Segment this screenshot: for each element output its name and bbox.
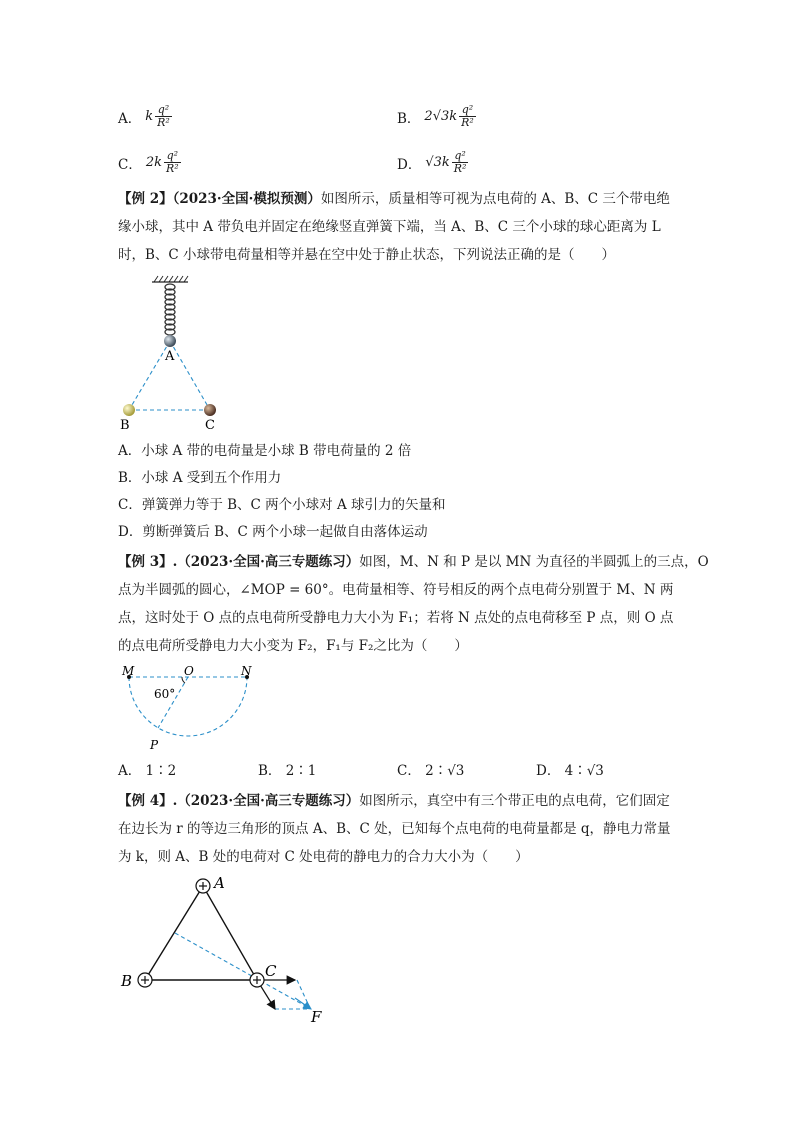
resultant-arrow — [295, 998, 311, 1009]
fraction: $\frac{\text{q²}}{\text{R²}}$ — [461, 103, 474, 129]
ex3-option-a: A． 1∶2 — [118, 763, 177, 779]
ceiling-hatch — [154, 276, 188, 282]
ball-a — [164, 335, 176, 347]
ex3-line3: 点，这时处于 O 点的点电荷所受静电力大小为 F₁；若将 N 点处的点电荷移至 P 点，则 O 点 — [118, 610, 674, 626]
ex2-option-d: D．剪断弹簧后 B、C 两个小球一起做自由落体运动 — [118, 524, 428, 540]
option-coefficient: 2k — [145, 155, 162, 170]
ex2-line3: 时，B、C 小球带电荷量相等并悬在空中处于静止状态，下列说法正确的是（ ） — [118, 247, 616, 263]
example-source: （2023·全国·模拟预测） — [172, 191, 321, 207]
ball-c — [204, 404, 216, 416]
ex4-line3: 为 k，则 A、B 处的电荷对 C 处电荷的静电力的合力大小为（ ） — [118, 849, 529, 865]
example-tag: 【例 3】 — [118, 554, 173, 570]
ex3-option-b: B． 2∶1 — [258, 763, 317, 779]
charges-triangle-figure — [115, 872, 335, 1027]
label-c: C — [205, 418, 215, 433]
option-letter: D． — [397, 156, 422, 173]
option-d — [397, 150, 468, 175]
ex3-line2: 点为半圆弧的圆心，∠MOP = 60°。电荷量相等、符号相反的两个点电荷分别置于 M、N 两 — [118, 582, 674, 598]
label-p: P — [150, 738, 159, 752]
option-coefficient: 2√3k — [424, 109, 458, 124]
example-source: .（2023·全国·高三专题练习） — [172, 554, 360, 570]
label-f: F — [311, 1008, 322, 1026]
spring-triangle-figure — [110, 275, 240, 435]
semicircle-figure — [112, 663, 272, 758]
ex3-option-d: D． 4∶√3 — [536, 763, 604, 779]
option-coefficient: k — [145, 109, 154, 124]
ex2-line1: 【例 2】（2023·全国·模拟预测）如图所示，质量相等可视为点电荷的 A、B、C 三个带电绝 — [118, 191, 670, 207]
semicircle-arc — [129, 677, 247, 736]
option-b — [397, 104, 476, 129]
ex3-line1: 【例 3】.（2023·全国·高三专题练习）如图，M、N 和 P 是以 MN 为直径的半圆弧上的三点，O — [118, 554, 709, 570]
label-n: N — [241, 664, 252, 678]
option-letter: B． — [397, 110, 421, 127]
ex3-line4: 的点电荷所受静电力大小变为 F₂，F₁与 F₂之比为（ ） — [118, 638, 468, 654]
option-letter: A． — [118, 110, 142, 127]
example-source: .（2023·全国·高三专题练习） — [172, 793, 360, 809]
example-tag: 【例 2】 — [118, 191, 173, 207]
ex3-option-c: C． 2∶√3 — [397, 763, 465, 779]
plus-signs — [141, 882, 261, 984]
radius-op — [158, 677, 188, 728]
ex4-line1: 【例 4】.（2023·全国·高三专题练习）如图所示，真空中有三个带正电的点电荷，它们固定 — [118, 793, 670, 809]
label-a: A — [165, 349, 175, 364]
option-letter: C． — [118, 156, 142, 173]
option-coefficient: √3k — [425, 155, 450, 170]
ex2-option-a: A．小球 A 带的电荷量是小球 B 带电荷量的 2 倍 — [118, 443, 412, 459]
ex4-line2: 在边长为 r 的等边三角形的顶点 A、B、C 处，已知每个点电荷的电荷量都是 q，静电力常量 — [118, 821, 671, 837]
option-a — [118, 104, 172, 129]
triangle-sides — [145, 886, 257, 980]
option-c — [118, 150, 181, 175]
ex2-option-c: C．弹簧弹力等于 B、C 两个小球对 A 球引力的矢量和 — [118, 497, 446, 513]
label-b: B — [121, 972, 133, 990]
ex2-option-b: B．小球 A 受到五个作用力 — [118, 470, 282, 486]
label-c: C — [265, 962, 277, 980]
ex2-line2: 缘小球，其中 A 带负电并固定在绝缘竖直弹簧下端，当 A、B、C 三个小球的球心距离为 L — [118, 219, 661, 235]
label-o: O — [184, 664, 194, 678]
label-angle: 60° — [154, 687, 176, 701]
resultant-construction — [175, 933, 309, 1009]
label-b: B — [120, 418, 130, 433]
ball-b — [123, 404, 135, 416]
spring — [165, 284, 175, 335]
fraction: $\frac{\text{q²}}{\text{R²}}$ — [453, 149, 467, 175]
fraction: $\frac{\text{q²}}{\text{R²}}$ — [166, 149, 179, 175]
label-m: M — [122, 664, 135, 678]
fraction: $\frac{\text{q²}}{\text{R²}}$ — [157, 103, 170, 129]
example-tag: 【例 4】 — [118, 793, 173, 809]
label-a: A — [214, 874, 225, 892]
